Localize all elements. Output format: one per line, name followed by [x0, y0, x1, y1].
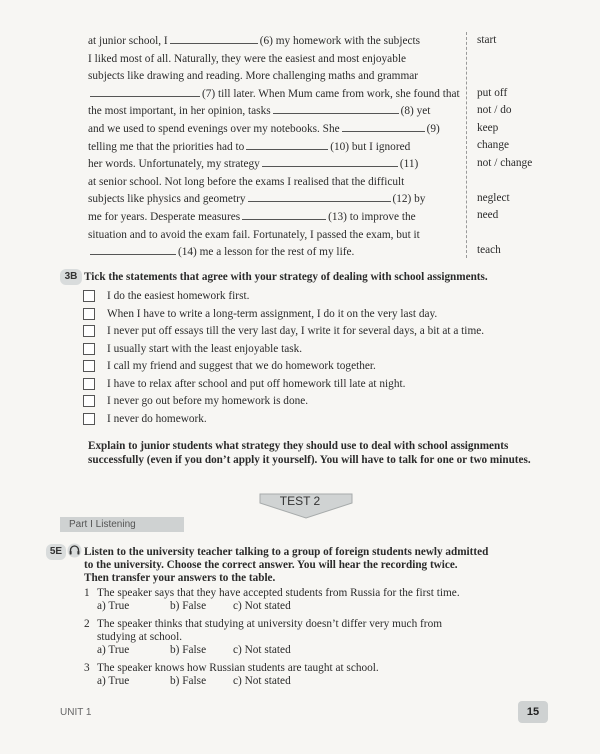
- gap-line-text: at junior school, I: [88, 35, 168, 47]
- gap-line-text: subjects like drawing and reading. More challenging maths and grammar: [88, 70, 419, 83]
- question-1-option-c[interactable]: c) Not stated: [233, 600, 291, 612]
- explain-line-1: Explain to junior students what strategy they should use to deal with school assignments: [88, 440, 509, 452]
- explain-line-2: successfully (even if you don’t apply it yourself). You will have to talk for one or two minutes.: [88, 454, 531, 466]
- question-2-option-a[interactable]: a) True: [97, 644, 130, 656]
- listening-instruction-1: Listen to the university teacher talking to a group of foreign students newly admitted: [84, 546, 489, 558]
- question-2-option-b[interactable]: b) False: [170, 644, 207, 656]
- statement-item: [83, 342, 302, 356]
- gap-line: [88, 140, 410, 154]
- listening-instruction-3: Then transfer your answers to the table.: [84, 572, 276, 584]
- statement-item: [83, 377, 405, 391]
- statement-checkbox[interactable]: [83, 343, 95, 355]
- question-1-number: 1: [84, 587, 90, 599]
- headphones-icon: [67, 543, 82, 558]
- gap-line-text: (7) till later. When Mum came from work, she found that: [202, 87, 460, 100]
- gap-line-text: I liked most of all. Naturally, they were the easiest and most enjoyable: [88, 52, 406, 65]
- gap-line: [88, 175, 404, 189]
- gap-line: [88, 52, 406, 66]
- gap-line-text: (10) but I ignored: [330, 140, 411, 153]
- statement-item: [83, 307, 437, 321]
- gap-line: [88, 87, 460, 101]
- question-1-text: The speaker says that they have accepted students from Russia for the first time.: [97, 587, 460, 599]
- gap-line: [88, 34, 420, 48]
- statement-checkbox[interactable]: [83, 395, 95, 407]
- gap-line-text: (12) by: [392, 193, 426, 206]
- listening-instruction-2: to the university. Choose the correct answer. You will hear the recording twice.: [84, 559, 458, 571]
- statement-text: I never put off essays till the very last day, I write it for several days, a bit at a time.: [107, 325, 485, 337]
- gap-line-text: her words. Unfortunately, my strategy: [88, 158, 260, 171]
- question-1-option-b[interactable]: b) False: [170, 600, 207, 612]
- gap-line: [88, 122, 440, 136]
- statement-text: I never do homework.: [107, 412, 207, 425]
- statement-checkbox[interactable]: [83, 290, 95, 302]
- answer-blank[interactable]: [248, 192, 391, 202]
- gap-line-text: (8) yet: [400, 105, 431, 118]
- footer-unit: UNIT 1: [60, 707, 92, 718]
- question-2-text-2: studying at school.: [97, 631, 183, 643]
- gap-line: [88, 69, 418, 83]
- base-word: need: [477, 209, 499, 221]
- statement-text: I never go out before my homework is done.: [107, 395, 309, 407]
- task-5e-badge: 5E: [46, 544, 66, 560]
- gap-line: [88, 192, 425, 206]
- gap-line-text: (11): [399, 158, 419, 171]
- statement-text: I do the easiest homework first.: [107, 290, 250, 302]
- statement-item: [83, 412, 207, 426]
- base-word: not / change: [477, 157, 533, 169]
- statement-checkbox[interactable]: [83, 378, 95, 390]
- gap-line-text: situation and to avoid the exam fail. Fortunately, I passed the exam, but it: [88, 228, 420, 241]
- statement-text: I usually start with the least enjoyable task.: [107, 342, 303, 355]
- statement-checkbox[interactable]: [83, 360, 95, 372]
- question-3-option-a[interactable]: a) True: [97, 675, 130, 687]
- question-3-number: 3: [84, 662, 90, 674]
- statement-item: [83, 359, 376, 373]
- base-word: put off: [477, 87, 508, 99]
- gap-line-text: the most important, in her opinion, tasks: [88, 105, 271, 118]
- answer-blank[interactable]: [90, 245, 176, 255]
- statement-item: [83, 289, 249, 303]
- gap-line: [88, 157, 418, 171]
- task-3b-instruction: Tick the statements that agree with your strategy of dealing with school assignments.: [84, 271, 488, 283]
- gap-line-text: (13) to improve the: [328, 211, 416, 223]
- gap-line-text: at senior school. Not long before the exams I realised that the difficult: [88, 175, 405, 188]
- base-word: teach: [477, 244, 501, 256]
- answer-blank[interactable]: [170, 34, 258, 44]
- statement-checkbox[interactable]: [83, 308, 95, 320]
- base-word: neglect: [477, 192, 510, 204]
- statement-item: [83, 324, 484, 338]
- page-number: 15: [518, 701, 548, 723]
- test-title: TEST 2: [279, 494, 321, 508]
- answer-blank[interactable]: [90, 87, 200, 97]
- statement-text: When I have to write a long-term assignment, I do it on the very last day.: [107, 307, 438, 320]
- base-word: start: [477, 34, 497, 46]
- gap-line: [88, 210, 416, 224]
- answer-blank[interactable]: [342, 122, 425, 132]
- answer-blank[interactable]: [262, 157, 398, 167]
- statement-item: [83, 394, 308, 408]
- gap-line-text: (14) me a lesson for the rest of my life.: [178, 246, 355, 259]
- question-2-number: 2: [84, 618, 90, 630]
- part-label: Part I Listening: [69, 519, 136, 530]
- gap-line-text: subjects like physics and geometry: [88, 193, 246, 206]
- gap-line: [88, 104, 430, 118]
- question-1-option-a[interactable]: a) True: [97, 600, 130, 612]
- question-3-option-c[interactable]: c) Not stated: [233, 675, 291, 687]
- column-divider: [466, 32, 467, 258]
- gap-line-text: and we used to spend evenings over my notebooks. She: [88, 123, 340, 135]
- question-3-text: The speaker knows how Russian students are taught at school.: [97, 662, 379, 674]
- gap-line-text: telling me that the priorities had to: [88, 140, 245, 153]
- answer-blank[interactable]: [242, 210, 326, 220]
- base-word: not / do: [477, 104, 512, 116]
- statement-text: I have to relax after school and put off homework till late at night.: [107, 377, 406, 390]
- statement-text: I call my friend and suggest that we do homework together.: [107, 360, 376, 372]
- question-3-option-b[interactable]: b) False: [170, 675, 207, 687]
- question-2-text-1: The speaker thinks that studying at university doesn’t differ very much from: [97, 618, 443, 630]
- answer-blank[interactable]: [246, 140, 328, 150]
- gap-line: [88, 245, 354, 259]
- statement-checkbox[interactable]: [83, 325, 95, 337]
- gap-line-text: (6) my homework with the subjects: [259, 35, 421, 47]
- base-word: change: [477, 139, 509, 151]
- task-3b-badge: 3B: [60, 269, 82, 285]
- base-word: keep: [477, 122, 499, 134]
- answer-blank[interactable]: [273, 104, 399, 114]
- gap-line: [88, 228, 420, 242]
- question-2-option-c[interactable]: c) Not stated: [233, 644, 291, 656]
- statement-checkbox[interactable]: [83, 413, 95, 425]
- gap-line-text: (9): [426, 123, 440, 135]
- gap-line-text: me for years. Desperate measures: [88, 211, 241, 223]
